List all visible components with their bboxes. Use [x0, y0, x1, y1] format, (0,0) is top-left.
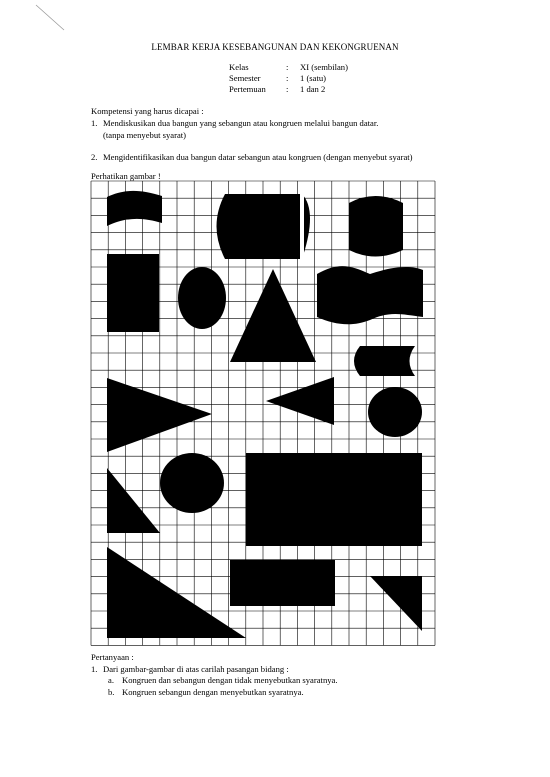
right-triangle-small-shape — [107, 468, 160, 533]
competency-item-2 — [91, 151, 511, 163]
info-row-pertemuan — [229, 84, 348, 95]
info-label: Pertemuan — [229, 84, 266, 94]
info-row-semester — [229, 73, 348, 84]
corner-fold-mark — [0, 0, 80, 40]
info-row-kelas — [229, 62, 348, 73]
competency-item-1-note: (tanpa menyebut syarat) — [103, 130, 187, 140]
class-info — [229, 62, 348, 95]
observe-label: Perhatikan gambar ! — [91, 171, 161, 181]
questions-heading: Pertanyaan : — [91, 652, 134, 662]
vertical-cylinder-shape — [349, 196, 403, 257]
info-value: XI (sembilan) — [300, 62, 348, 72]
competency-number: 2. — [91, 152, 98, 162]
question-sub-b — [91, 687, 511, 699]
shape-grid-figure — [90, 180, 450, 652]
horizontal-cylinder-shape — [217, 194, 311, 259]
competency-item-1 — [91, 117, 511, 129]
ellipse-shape — [178, 267, 226, 329]
info-label: Semester — [229, 73, 261, 83]
sub-text: Kongruen sebangun dengan menyebutkan syaratnya. — [122, 686, 304, 697]
wavy-banner-shape — [317, 266, 423, 324]
triangle-left-pointing-shape — [266, 377, 334, 425]
info-value: 1 (satu) — [300, 73, 327, 83]
questions-section — [91, 652, 511, 698]
shapes — [107, 191, 423, 638]
rectangle-large-shape — [246, 453, 422, 546]
right-triangle-inverted-shape — [370, 576, 422, 631]
circle-large-shape — [160, 453, 224, 513]
grid-svg — [90, 180, 450, 650]
cylinder-side-gap — [300, 194, 304, 259]
page-title: LEMBAR KERJA KESEBANGUNAN DAN KEKONGRUENAN — [151, 42, 399, 52]
competency-number: 1. — [91, 118, 98, 128]
question-text: Dari gambar-gambar di atas carilah pasangan bidang : — [103, 663, 289, 674]
sub-text: Kongruen dan sebangun dengan tidak menyebutkan syaratnya. — [122, 675, 338, 685]
capsule-shape — [354, 346, 415, 376]
sub-number: a. — [108, 675, 114, 685]
triangle-upright-shape — [230, 269, 316, 362]
rectangle-small-shape — [107, 254, 159, 332]
info-separator: : — [286, 62, 289, 72]
competency-text: Mendiskusikan dua bangun yang sebangun atau kongruen melalui bangun datar. — [103, 118, 379, 128]
competency-heading: Kompetensi yang harus dicapai : — [91, 106, 204, 116]
question-item — [91, 664, 511, 676]
question-sub-a — [91, 675, 511, 687]
info-label: Kelas — [229, 62, 249, 72]
circle-small-shape — [368, 387, 422, 437]
rectangle-medium-shape — [230, 560, 335, 606]
wavy-flag-shape — [107, 191, 162, 226]
info-value: 1 dan 2 — [300, 84, 326, 94]
info-separator: : — [286, 84, 289, 94]
sub-number: b. — [108, 686, 115, 697]
question-number: 1. — [91, 663, 98, 674]
info-separator: : — [286, 73, 289, 83]
competency-text: Mengidentifikasikan dua bangun datar sebangun atau kongruen (dengan menyebut syarat) — [103, 152, 413, 162]
right-triangle-large-shape — [107, 547, 246, 638]
competency-section — [91, 105, 511, 163]
